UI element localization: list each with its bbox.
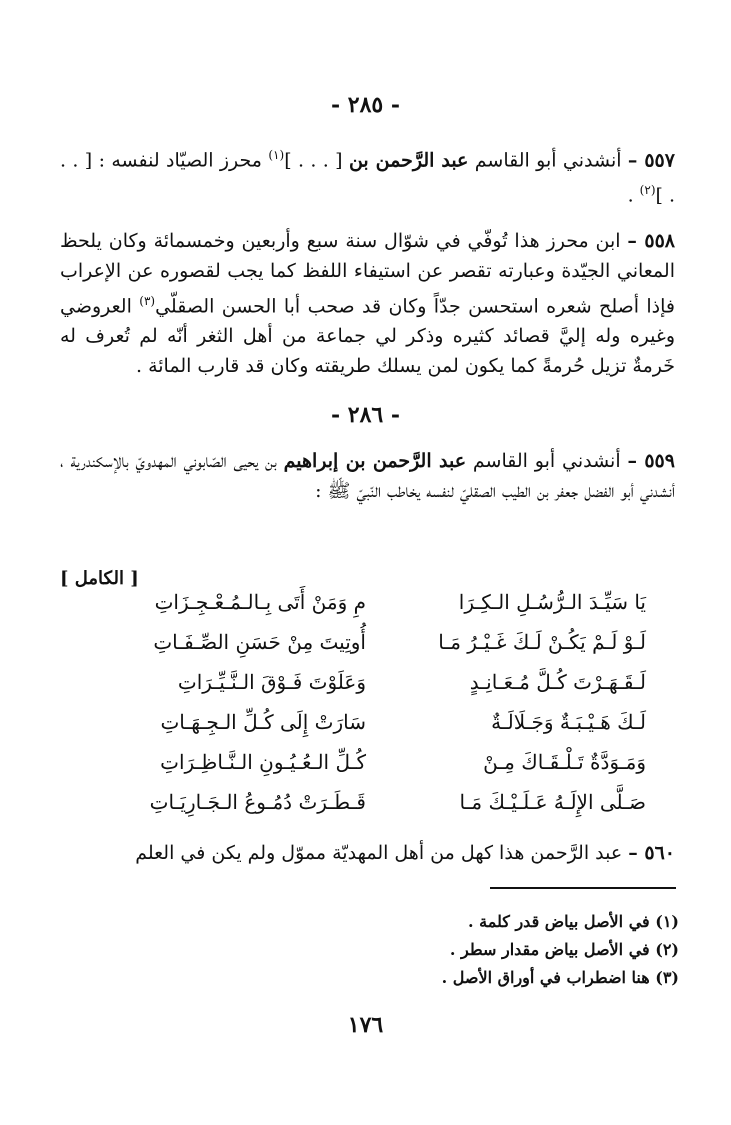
entry-text: ابن محرز هذا تُوفّي في شوّال سنة سبع وأربعين وخمسمائة وكان يلحظ المعاني الجيّدة وعبارته تقصر عن استيفاء اللفظ كما يجب لقصوره عن الإعراب فإذا أصلح شعره استحسن جدّاً وكان قد صحب أبا الحسن الصقلّي [60,230,676,318]
entry-text: العروضي وغيره وله إليَّ قصائد كثيره وذكر لي جماعة من أهل الثغر أنّه لم تُعرف له خَرمةٌ تزيل حُرمةً كما يكون لمن يسلك طريقته وكان قد قارب المائة . [60,295,675,378]
footnote-2: (٢) في الأصل بياض مقدار سطر . [449,940,679,959]
verse-6-first-hemistich: صَـلَّى الإِلَـهُ عَـلَـيْـكَ مَـا [459,790,646,814]
entry-text: بن يحيى الصّابوني المهدويّ بالإسكندرية ، أنشدني أبو الفضل جعفر بن الطيب الصقليّ لنفسه يخاطب النّبيّ ﷺ : [60,450,675,502]
verse-2-first-hemistich: لَـوْ لَـمْ يَكُـنْ لَـكَ غَـيْـرُ مَـا [438,630,646,654]
footnote-separator [490,887,676,889]
footnote-ref: (٣) [139,294,156,308]
verse-2-second-hemistich: أُوتِيتَ مِنْ حَسَنِ الصِّـفَـاتِ [153,630,366,654]
verse-5-first-hemistich: وَمَـوَدَّةٌ تَـلْـقَـاكَ مِـنْ [483,750,646,774]
entry-number: ٥٥٧ – [627,149,675,172]
entry-559 [60,446,675,506]
entry-text: أنشدني أبو القاسم [468,149,628,172]
entry-number: ٥٥٨ – [627,230,675,252]
section-number-286: - ٢٨٦ - [330,402,401,428]
footnote-ref: (١) [268,148,285,162]
entry-text: محرز الصيّاد لنفسه : [ . . . ] [60,149,675,207]
verse-5-second-hemistich: كُـلِّ الـعُـيُـونِ الـنَّـاظِـرَاتِ [160,750,366,774]
verse-1-second-hemistich: مِ وَمَنْ أَتَى بِـالـمُـعْـجِـزَاتِ [154,590,366,614]
footnote-ref: (٢) [639,183,656,198]
page-number: ١٧٦ [347,1012,384,1038]
entry-560 [60,838,675,868]
poetic-meter-label: [ الكامل ] [60,568,139,589]
entry-text: . [627,184,640,207]
entry-557 [60,140,675,211]
section-number-285: - ٢٨٥ - [330,92,401,118]
verse-3-first-hemistich: لَـقَـهَـرْتَ كُـلَّ مُـعَـانِـدٍ [469,670,646,694]
verse-4-second-hemistich: سَارَتْ إِلَى كُـلِّ الـجِـهَـاتِ [160,710,366,734]
entry-text: [ . . . ] [284,149,349,172]
entry-text: أنشدني أبو القاسم [466,450,628,472]
verse-1-first-hemistich: يَا سَيِّـدَ الـرُّسُـلِ الـكِـرَا [458,590,646,614]
entry-558 [60,226,675,381]
verse-4-first-hemistich: لَـكَ هَـيْـبَـةٌ وَجَـلَالَـةٌ [491,710,646,734]
person-name: عبد الرَّحمن بن [348,149,469,172]
person-name: عبد الرَّحمن بن إبراهيم [283,450,467,472]
footnote-1: (١) في الأصل بياض قدر كلمة . [467,912,679,931]
verse-3-second-hemistich: وَعَلَوْتَ فَـوْقَ الـنَّـيِّـرَاتِ [177,670,366,694]
verse-6-second-hemistich: قَـطَـرَتْ دُمُـوعُ الـجَـارِيَـاتِ [149,790,366,814]
footnote-3: (٣) هنا اضطراب في أوراق الأصل . [441,968,679,987]
entry-number: ٥٦٠ – [628,842,675,864]
entry-number: ٥٥٩ – [627,450,675,472]
entry-text: عبد الرَّحمن هذا كهل من أهل المهديّة مموّل ولم يكن في العلم [135,842,629,864]
